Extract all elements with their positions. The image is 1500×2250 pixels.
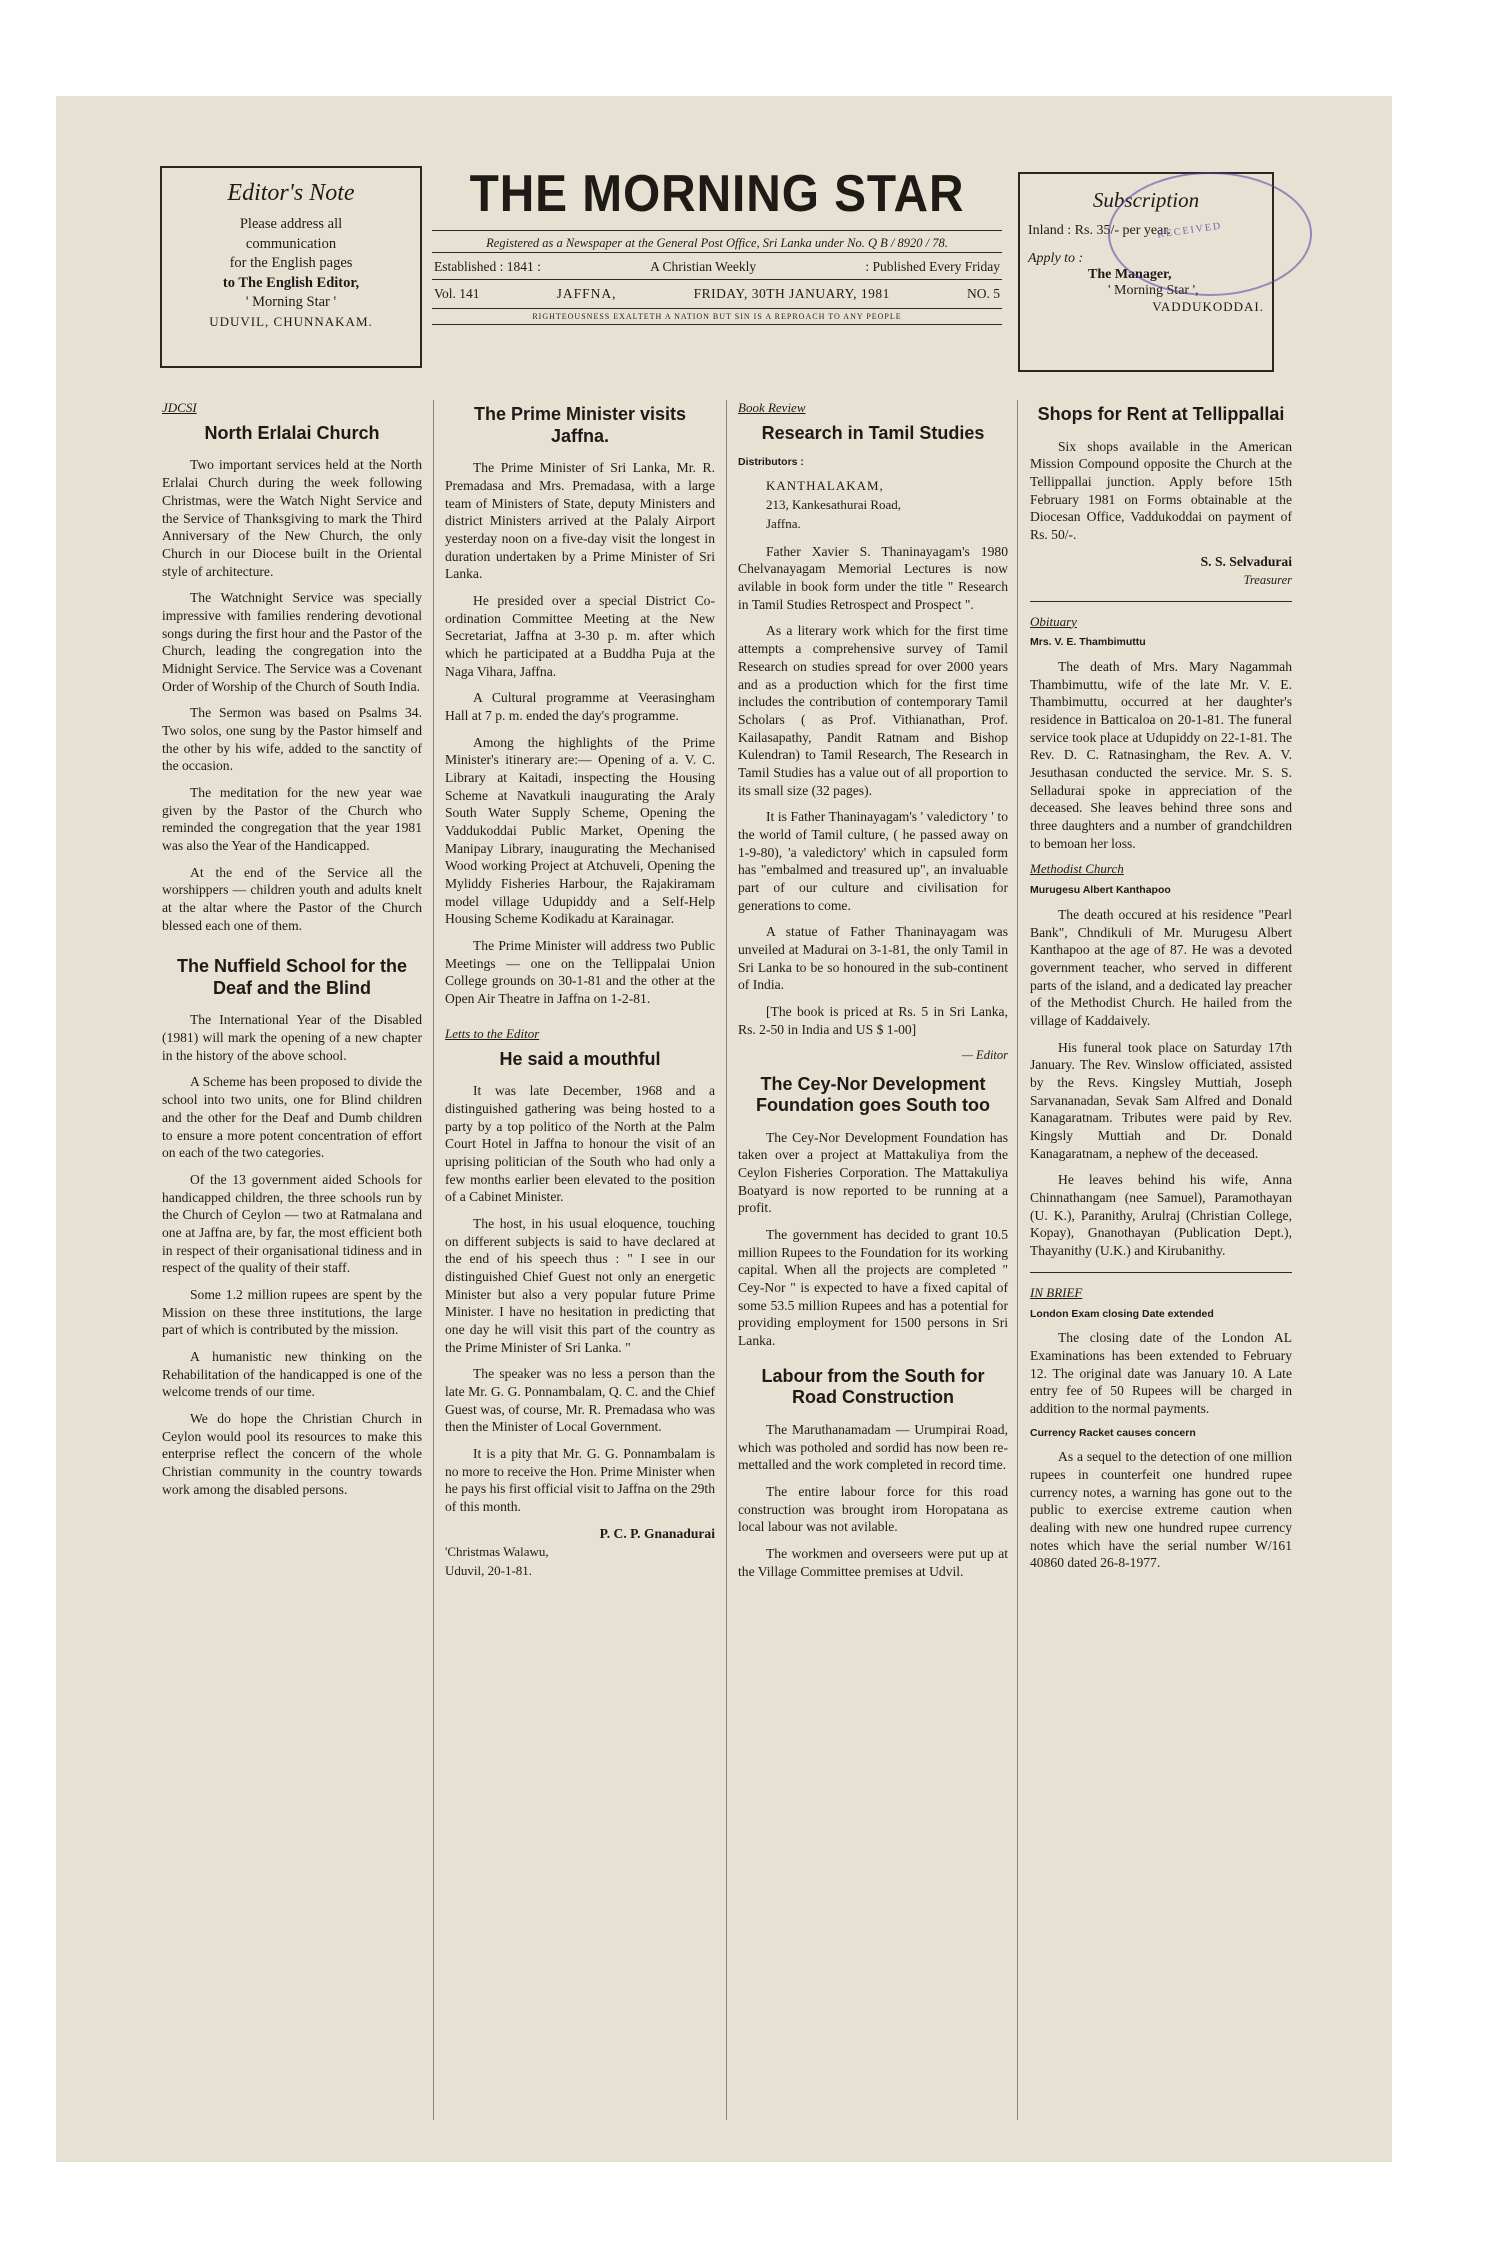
article-paragraph: The Watchnight Service was specially impressive with families rendering devotional songs during the first hour and the Pastor of the Church, leading the congregation into the Midnight Service. The Service was a Covenant Order of Worship of the Church of South India. [162, 590, 422, 694]
distributor-line: KANTHALAKAM, [766, 478, 884, 494]
headline: The Prime Minister visits Jaffna. [473, 404, 687, 446]
editors-note-box [160, 166, 422, 368]
section-tag: Book Review [738, 400, 806, 415]
article-paragraph: A Scheme has been proposed to divide the school into two units, one for Blind children and the other for the Deaf and Dumb children to ensure a more potent concentration of effort on each of the two categories. [162, 1074, 422, 1161]
article-paragraph: The entire labour force for this road construction was brought irom Horopatana as local labour was not avilable. [738, 1483, 1008, 1535]
masthead [432, 165, 1002, 325]
brief-title: London Exam closing Date extended [1030, 1307, 1214, 1320]
article-paragraph: Among the highlights of the Prime Minister's itinerary are:— Opening of a. V. C. Library at Kaitadi, inspecting the Housing Scheme at Navatkuli inaugurating the Araly South Water Supply Scheme, Opening the Vaddukoddai Public Market, Opening the Manipay Library, inaugurating the Mechanised Wood working Project at Atchuveli, Opening the Myliddy Fisheries Harbour, the Rajakiramam model village Udupiddy and a Self-Help Housing Scheme Kodikadu at Karainagar. [445, 734, 715, 927]
brief-paragraph: As a sequel to the detection of one million rupees in counterfeit one hundred rupee currency notes, a warning has gone out to the public to exercise extreme caution when dealing with new one hundred rupee currency notes which have the serial number W/161 40860 dated 26-8-1977. [1030, 1449, 1292, 1571]
notice-signature-title: Treasurer [1243, 573, 1292, 588]
column-2 [445, 400, 715, 1582]
article-paragraph: The International Year of the Disabled (1981) will mark the opening of a new chapter in the history of the above school. [162, 1012, 422, 1063]
published-text: : Published Every Friday [865, 258, 1000, 274]
article-paragraph: The Prime Minister of Sri Lanka, Mr. R. Premadasa and Mrs. Premadasa, with a large team of Ministers of State, deputy Ministers and district Ministers arrived at the Palaly Airport yesterday noon on a five-day visit the longest in duration undertaken by a Prime Minister of Sri Lanka. [445, 460, 715, 582]
article-paragraph: Two important services held at the North Erlalai Church during the week following Christmas, were the Watch Night Service and the Service of Thanksgiving to mark the Third Anniversary of the New Church, the only Church in our Diocese built in the Oriental style of architecture. [162, 457, 422, 579]
subscription-manager: The Manager, [1088, 267, 1172, 282]
article-paragraph: The Sermon was based on Psalms 34. Two solos, one sung by the Pastor himself and the other by his wife, added to the sanctity of the occasion. [162, 705, 422, 774]
notice-signature: S. S. Selvadurai [1200, 553, 1292, 569]
letter-address: 'Christmas Walawu, [445, 1544, 549, 1560]
weekly-text: A Christian Weekly [650, 258, 757, 274]
article-paragraph: Some 1.2 million rupees are spent by the Mission on these three institutions, the large part of which is contributed by the mission. [162, 1286, 422, 1338]
subscription-inland: Inland : Rs. 35/- per year. [1028, 223, 1171, 238]
subscription-title: Subscription [1092, 188, 1200, 212]
editors-note-line: UDUVIL, CHUNNAKAM. [209, 313, 373, 329]
date-text: FRIDAY, 30TH JANUARY, 1981 [693, 285, 890, 301]
distributors-label: Distributors : [738, 456, 804, 469]
article-paragraph: A Cultural programme at Veerasingham Hall at 7 p. m. ended the day's programme. [445, 690, 715, 723]
motto-line: RIGHTEOUSNESS EXALTETH A NATION BUT SIN IS A REPROACH TO ANY PEOPLE [432, 308, 1002, 325]
place-text: JAFFNA, [556, 285, 617, 301]
headline: Research in Tamil Studies [761, 422, 985, 443]
article-paragraph: We do hope the Christian Church in Ceylon would pool its resources to make this enterprise reflect the concern of the whole Christian community in the country towards work among the disabled persons. [162, 1410, 422, 1497]
volume-text: Vol. 141 [434, 285, 480, 301]
letter-address: Uduvil, 20-1-81. [445, 1563, 533, 1579]
editors-note-line: Please address all [239, 216, 343, 232]
editors-note-line: ' Morning Star ' [245, 294, 337, 311]
review-signature: — Editor [961, 1048, 1008, 1063]
obituary-paragraph: His funeral took place on Saturday 17th January. The Rev. Winslow officiated, assisted by the Revs. Kingsley Muttiah, Joseph Sarvananadan, Sevak Sam Alfred and Donald Kanagaratnam. Tributes were paid by Rev. Kingsly Muttiah and Dr. Donald Kanagaratnam, a nephew of the deceased. [1030, 1039, 1292, 1161]
headline: He said a mouthful [499, 1048, 661, 1069]
received-stamp [1108, 172, 1312, 296]
article-paragraph: Of the 13 government aided Schools for handicapped children, the three schools run by the Church of Ceylon — two at Ratmalana and one at Jaffna are, by far, the most efficient both in respect of their organisational tidiness and in respect of the quality of their staff. [162, 1171, 422, 1276]
letter-signature: P. C. P. Gnanadurai [599, 1525, 715, 1541]
article-paragraph: The Prime Minister will address two Public Meetings — one on the Tellippalai Union College grounds on 30-1-81 and the other at the Open Air Theatre in Jaffna on 1-2-81. [445, 937, 715, 1006]
section-tag: JDCSI [162, 400, 197, 415]
subscription-apply: Apply to : [1028, 251, 1084, 266]
section-tag: IN BRIEF [1030, 1284, 1083, 1300]
headline: Shops for Rent at Tellippallai [1037, 404, 1285, 424]
section-tag: Obituary [1030, 613, 1077, 629]
editors-note-line: for the English pages [229, 255, 353, 272]
brief-title: Currency Racket causes concern [1030, 1426, 1196, 1439]
article-paragraph: The workmen and overseers were put up at the Village Committee premises at Udvil. [738, 1545, 1008, 1579]
letter-paragraph: It is a pity that Mr. G. G. Ponnambalam is no more to receive the Hon. Prime Minister when he pays his first official visit to Jaffna on the 29th of this month. [445, 1445, 715, 1514]
article-paragraph: The government has decided to grant 10.5 million Rupees to the Foundation for its working capital. When all the projects are completed " Cey-Nor " is expected to have a fixed capital of some 53.5 million Rupees and has a potential for providing employment for 1500 persons in Sri Lanka. [738, 1227, 1008, 1349]
letter-paragraph: It was late December, 1968 and a distinguished gathering was being hosted to a party by a top politico of the North at the Palm Court Hotel in Jaffna to honour the visit of an uprising politician of the South who had only a few months earlier been elevated to the position of a Cabinet Minister. [445, 1083, 715, 1205]
column-divider [1017, 400, 1018, 2120]
article-paragraph: At the end of the Service all the worshippers — children youth and adults knelt at the altar where the Pastor of the Church blessed each one of them. [162, 864, 422, 933]
subscription-place: VADDUKODDAI. [1152, 299, 1264, 314]
article-paragraph: He presided over a special District Co-ordination Committee Meeting at the New Secretariat, Jaffna at 3-30 p. m. after which which he participated at a Buddha Puja at the Naga Vihara, Jaffna. [445, 592, 715, 679]
column-4 [1030, 400, 1292, 1581]
article-paragraph: The Maruthanamadam — Urumpirai Road, which was potholed and sordid has now been re-mettalled and the work completed in record time. [738, 1421, 1008, 1473]
registration-line: Registered as a Newspaper at the General Post Office, Sri Lanka under No. Q B / 8920 / 78. [432, 230, 1002, 252]
editors-note-line: to The English Editor, [222, 274, 360, 291]
established-text: Established : 1841 : [434, 258, 541, 274]
article-paragraph: A humanistic new thinking on the Rehabilitation of the handicapped is one of the welcome trends of our time. [162, 1348, 422, 1400]
letter-paragraph: The speaker was no less a person than the late Mr. G. G. Ponnambalam, Q. C. and the Chief Guest was, of course, Mr. R. Premadasa who was then the Minister of Local Government. [445, 1366, 715, 1435]
headline: North Erlalai Church [204, 422, 380, 443]
masthead-issue-row [432, 279, 1002, 306]
headline: The Nuffield School for the Deaf and the Blind [177, 956, 407, 998]
brief-paragraph: The closing date of the London AL Examinations has been extended to February 12. The original date was January 10. A Late entry fee of 50 Rupees will be charged in addition to the normal payments. [1030, 1330, 1292, 1416]
obituary-name: Murugesu Albert Kanthapoo [1030, 884, 1171, 897]
article-paragraph: It is Father Thaninayagam's ' valedictory ' to the world of Tamil culture, ( he passed away on 1-9-80), 'a valedictory' which in capsuled form has "embalmed and treasured up", an invaluable part of our culture and civilisation for generations to come. [738, 809, 1008, 913]
obituary-paragraph: The death of Mrs. Mary Nagammah Thambimuttu, wife of the late Mr. V. E. Thambimuttu, occurred at her daughter's residence in Batticaloa on 20-1-81. The funeral service took place at Udupiddy on 22-1-81. The Rev. D. C. Ratnasingham, the Rev. A. V. Jesuthasan conducted the service. Mr. S. S. Selladurai spoke in appreciation of the deceased. She leaves behind three sons and three daughters and a number of grandchildren to bemoan her loss. [1030, 659, 1292, 851]
section-tag: Letts to the Editor [445, 1025, 540, 1041]
obituary-paragraph: The death occured at his residence "Pearl Bank", Chndikuli of Mr. Murugesu Albert Kanthapoo at the age of 87. He was a devoted government teacher, who served in different parts of the island, and a dedicated lay preacher of the Methodist Church. He hailed from the village of Kaddaively. [1030, 907, 1292, 1029]
column-divider [726, 400, 727, 2120]
headline: Labour from the South for Road Construction [761, 1365, 985, 1408]
editors-note-title: Editor's Note [227, 180, 355, 206]
column-divider [433, 400, 434, 2120]
obituary-paragraph: He leaves behind his wife, Anna Chinnathangam (nee Samuel), Paramothayan (U. K.), Paranithy, Arulraj (Christian College, Kopay), Gnanothayan (Publication Dept.), Thayanithy (U.K.) and Kirubanithy. [1030, 1172, 1292, 1259]
editors-note-line: communication [245, 235, 337, 252]
letter-paragraph: The host, in his usual eloquence, touching on different subjects is said to have declared at the end of his speech thus : " I see in our distinguished Chief Guest not only an energetic Minister but also a very popular future Prime Minister. I have no hesitation in predicting that one day he will visit this part of the country as the Prime Minister of Sri Lanka. " [445, 1215, 715, 1355]
notice-paragraph: Six shops available in the American Mission Compound opposite the Church at the Tellippallai junction. Apply before 15th February 1981 on Forms obtainable at the Diocesan Office, Vaddukoddai on payment of Rs. 50/-. [1030, 438, 1292, 542]
column-1 [162, 400, 422, 1507]
divider [1030, 601, 1292, 602]
section-tag: Methodist Church [1030, 861, 1124, 877]
paper-title: THE MORNING STAR [469, 165, 965, 223]
obituary-name: Mrs. V. E. Thambimuttu [1030, 636, 1146, 649]
issue-number: NO. 5 [966, 285, 1000, 301]
article-paragraph: Father Xavier S. Thaninayagam's 1980 Chelvanayagam Memorial Lectures is now avilable in book form under the title " Research in Tamil Studies Retrospect and Prospect ". [738, 543, 1008, 612]
article-paragraph: As a literary work which for the first time attempts a comprehensive survey of Tamil Research on studies spread for over 2000 years and as a production which for the first time includes the contribution of contemporary Tamil Scholars ( as Prof. Vithianathan, Prof. Kailasapathy, Pandit Ratnam and Bishop Kulendran) to Tamil Research, The Research in Tamil Studies has a value out of all proportion to its small size (32 pages). [738, 623, 1008, 798]
article-paragraph: [The book is priced at Rs. 5 in Sri Lanka, Rs. 2-50 in India and US $ 1-00] [738, 1003, 1008, 1037]
distributor-line: Jaffna. [766, 515, 801, 531]
article-paragraph: The Cey-Nor Development Foundation has taken over a project at Mattakuliya from the Ceylon Fisheries Corporation. The Mattakuliya Boatyard is now reported to be running at a profit. [738, 1129, 1008, 1216]
headline: The Cey-Nor Development Foundation goes South too [756, 1073, 990, 1116]
article-paragraph: A statue of Father Thaninayagam was unveiled at Madurai on 3-1-81, the only Tamil in Sri Lanka to be so honoured in the sub-continent of India. [738, 924, 1008, 993]
stamp-label: RECEIVED [1156, 220, 1223, 241]
divider [1030, 1272, 1292, 1273]
column-3 [738, 400, 1008, 1589]
distributor-line: 213, Kankesathurai Road, [766, 497, 902, 513]
masthead-info-row [432, 252, 1002, 279]
subscription-paper: ' Morning Star ', [1108, 283, 1199, 298]
article-paragraph: The meditation for the new year wae given by the Pastor of the Church who reminded the congregation that the year 1981 was also the Year of the Handicapped. [162, 784, 422, 853]
